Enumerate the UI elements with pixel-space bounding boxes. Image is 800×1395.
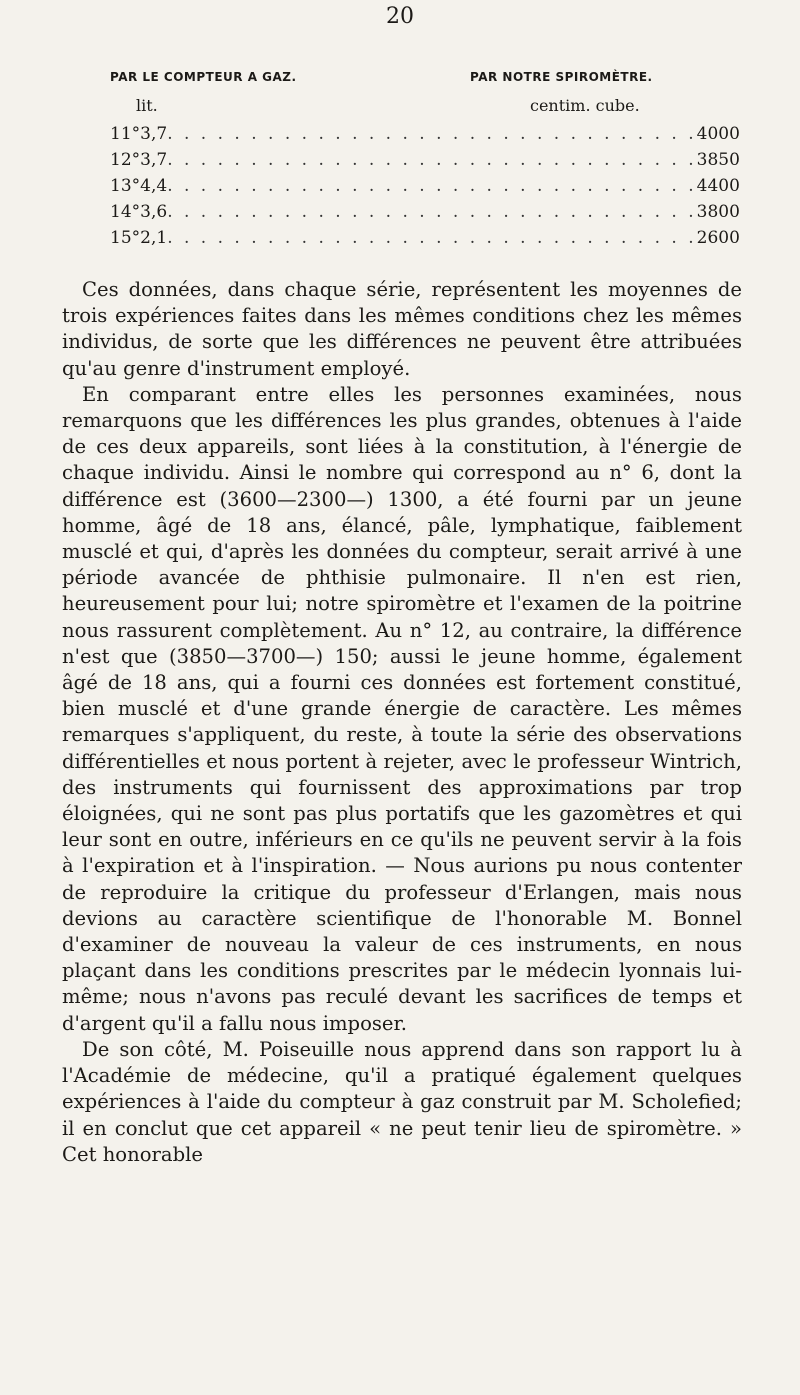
table-row: [110, 225, 740, 251]
paragraph: De son côté, M. Poiseuille nous apprend dans son rapport lu à l'Académie de médecine, qu'il a pratiqué également quelques expériences à l'aide du compteur à gaz construit par M. Scholefied; il en conclut que cet appareil « ne peut tenir lieu de spiromètre. » Cet honorable: [62, 1037, 742, 1166]
row-number: 14°: [110, 202, 141, 222]
dot-leader: . . . . . . . . . . . . . . . . . . . . . . . . . . . . . . . .: [167, 228, 697, 248]
volume-value: 4400: [696, 176, 740, 196]
table-row: [110, 173, 740, 199]
row-number: 13°: [110, 176, 141, 196]
dot-leader: . . . . . . . . . . . . . . . . . . . . . . . . . . . . . . . .: [167, 150, 697, 170]
liters-value: 3,7: [140, 124, 168, 144]
volume-value: 2600: [696, 228, 740, 248]
volume-value: 3850: [696, 150, 740, 170]
dot-leader: . . . . . . . . . . . . . . . . . . . . . . . . . . . . . . . .: [167, 176, 697, 196]
liters-value: 3,6: [140, 202, 168, 222]
liters-value: 4,4: [140, 176, 168, 196]
body-text: [62, 277, 742, 1168]
unit-liters: lit.: [136, 96, 158, 115]
column-header-gas-meter: PAR LE COMPTEUR A GAZ.: [110, 70, 297, 84]
page-number: 20: [386, 4, 414, 29]
liters-value: 3,7: [140, 150, 168, 170]
row-number: 11°: [110, 124, 141, 144]
table-row: [110, 199, 740, 225]
measurement-table: [110, 121, 740, 251]
unit-cubic-cm: centim. cube.: [530, 96, 640, 115]
table-row: [110, 147, 740, 173]
row-number: 12°: [110, 150, 141, 170]
volume-value: 3800: [696, 202, 740, 222]
liters-value: 2,1: [140, 228, 168, 248]
column-header-spirometer: PAR NOTRE SPIROMÈTRE.: [470, 70, 653, 84]
volume-value: 4000: [696, 124, 740, 144]
table-row: [110, 121, 740, 147]
paragraph: Ces données, dans chaque série, représentent les moyennes de trois expériences faites dans les mêmes conditions chez les mêmes individus, de sorte que les différences ne peuvent être attribuées qu'au genre d'instrument employé.: [62, 278, 742, 380]
dot-leader: . . . . . . . . . . . . . . . . . . . . . . . . . . . . . . . .: [167, 124, 697, 144]
paragraph: En comparant entre elles les personnes examinées, nous remarquons que les différences les plus grandes, obtenues à l'aide de ces deux appareils, sont liées à la constitution, à l'énergie de chaque individu. Ainsi le nombre qui correspond au n° 6, dont la différence est (3600—2300—) 1300, a été fourni par un jeune homme, âgé de 18 ans, élancé, pâle, lymphatique, faiblement musclé et qui, d'après les données du compteur, serait arrivé à une période avancée de phthisie pulmonaire. Il n'en est rien, heureusement pour lui; notre spiromètre et l'examen de la poitrine nous rassurent complètement. Au n° 12, au contraire, la différence n'est que (3850—3700—) 150; aussi le jeune homme, également âgé de 18 ans, qui a fourni ces données est fortement constitué, bien musclé et d'une grande énergie de caractère. Les mêmes remarques s'appliquent, du reste, à toute la série des observations différentielles et nous portent à rejeter, avec le professeur Wintrich, des instruments qui fournissent des approximations par trop éloignées, qui ne sont pas plus portatifs que les gazomètres et qui leur sont en outre, inférieurs en ce qu'ils ne peuvent servir à la fois à l'expiration et à l'inspiration. — Nous aurions pu nous contenter de reproduire la critique du professeur d'Erlangen, mais nous devions au caractère scientifique de l'honorable M. Bonnel d'examiner de nouveau la valeur de ces instruments, en nous plaçant dans les conditions prescrites par le médecin lyonnais lui-même; nous n'avons pas reculé devant les sacrifices de temps et d'argent qu'il a fallu nous imposer.: [62, 382, 742, 1035]
row-number: 15°: [110, 228, 141, 248]
dot-leader: . . . . . . . . . . . . . . . . . . . . . . . . . . . . . . . .: [167, 202, 697, 222]
